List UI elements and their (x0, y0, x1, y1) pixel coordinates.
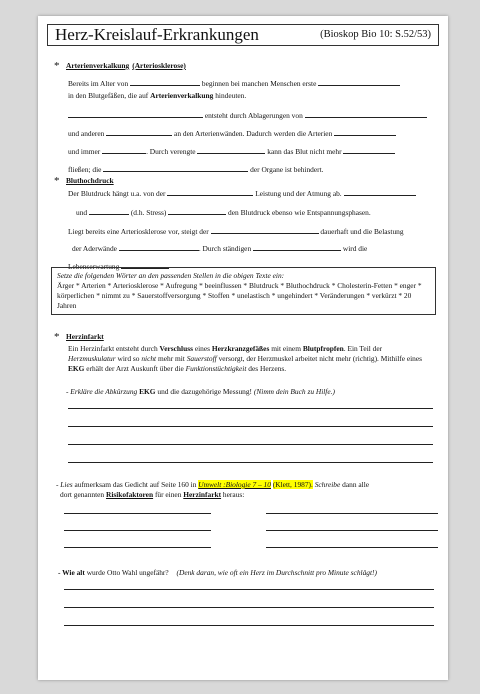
text: wurde Otto Wahl ungefähr? (86, 568, 169, 577)
word-bank-instruction: Setze die folgenden Wörter an den passenden Stellen in die obigen Texte ein: (57, 271, 285, 280)
fill-blank[interactable] (102, 146, 146, 154)
fill-blank[interactable] (334, 128, 396, 136)
herzinfarkt-paragraph (68, 344, 430, 374)
task-risikofaktoren-cont (60, 490, 244, 499)
task-ekg (66, 387, 335, 396)
heading-text: Arterienverkalkung (66, 61, 130, 70)
text: der Aderwände (72, 244, 117, 253)
text: . Durch ständigen (198, 244, 252, 253)
task-otto-wahl (58, 568, 377, 577)
answer-line[interactable] (68, 444, 433, 445)
answer-line[interactable] (64, 625, 434, 626)
book-publisher-highlight: (Klett, 1987). (272, 480, 313, 489)
text-bold: Blutpfropfen (302, 344, 344, 353)
fill-blank[interactable] (197, 146, 265, 154)
text: und anderen (68, 129, 105, 138)
text: und immer (68, 147, 101, 156)
page-content (38, 16, 448, 680)
text-bold: Verschluss (159, 344, 193, 353)
text-italic: Sauerstoff (186, 353, 217, 363)
fill-blank[interactable] (168, 207, 226, 215)
section-herzinfarkt (54, 332, 439, 341)
text-bold: Herzinfarkt (183, 490, 222, 499)
fill-blank[interactable] (68, 110, 203, 118)
text: in den Blutgefäßen, die auf (68, 91, 149, 100)
answer-line-right[interactable] (266, 547, 438, 548)
answer-line[interactable] (64, 607, 434, 608)
text-bold: Risikofaktoren (105, 490, 154, 499)
fill-blank[interactable] (318, 78, 400, 86)
text: . Ein Teil der (343, 344, 383, 353)
text-line (68, 188, 416, 198)
text: dann alle (342, 480, 370, 489)
text-line (68, 226, 404, 236)
text: beginnen bei manchen Menschen erste (201, 79, 317, 88)
text: und die dazugehörige Messung! (157, 387, 253, 396)
text-italic: Herzmuskulatur (68, 353, 116, 363)
text-bold: EKG (68, 363, 85, 373)
answer-line[interactable] (68, 462, 433, 463)
answer-line-right[interactable] (266, 530, 438, 531)
heading-subtext: (Arteriosklerose) (132, 61, 186, 70)
answer-line[interactable] (68, 426, 433, 427)
text-line (68, 164, 324, 174)
text: mehr mit (157, 353, 185, 363)
text: eines (194, 344, 210, 353)
text-line (68, 146, 395, 156)
answer-line-left[interactable] (64, 547, 211, 548)
text-italic: (Denk daran, wie oft ein Herz im Durchschnitt pro Minute schlägt!) (176, 568, 377, 577)
fill-blank[interactable] (344, 188, 416, 196)
text: dauerhaft (320, 227, 349, 236)
text: und (76, 208, 88, 217)
text: fließen; die (68, 165, 102, 174)
title-box (47, 24, 439, 46)
text: hindeuten. (215, 91, 247, 100)
text-bold: Arterienverkalkung (150, 91, 214, 100)
text-line (68, 78, 400, 88)
answer-line-left[interactable] (64, 530, 211, 531)
fill-blank[interactable] (119, 243, 199, 251)
text: Mithilfe eines (380, 353, 423, 363)
text: versorgt, der Herzmuskel arbeitet nicht mehr (richtig). (218, 353, 379, 363)
page-title: Herz-Kreislauf-Erkrankungen (55, 25, 259, 45)
fill-blank[interactable] (211, 226, 319, 234)
answer-line-right[interactable] (266, 513, 438, 514)
text: dort genannten (60, 490, 105, 499)
text-italic: nicht (141, 353, 157, 363)
fill-blank[interactable] (343, 146, 395, 154)
text-italic: Schreibe (314, 480, 341, 489)
text-line (68, 110, 427, 120)
fill-blank[interactable] (253, 243, 341, 251)
text: Leistung und der Atmung ab. (255, 189, 342, 198)
text-line (68, 207, 371, 217)
answer-line[interactable] (68, 408, 433, 409)
text-italic: Funktionstüchtigkeit (185, 363, 247, 373)
text: entsteht durch Ablagerungen von (204, 111, 303, 120)
text: wird so (117, 353, 140, 363)
text-bold: EKG (139, 387, 156, 396)
word-bank-list: Ärger * Arterien * Arteriosklerose * Aufregung * beeinflussen * Blutdruck * Bluthochdruck * Cholesterin-Fetten * enger * körperlichen * nimmt zu * Sauerstoffversorgung * Stoffen * unelastisch * ungehindert * Veränderungen * verkürzt * 20 Jahren (57, 280, 422, 310)
text: des Herzens. (248, 363, 287, 373)
text-line (68, 128, 396, 138)
text: den Blutdruck ebenso wie Entspannungsphasen. (228, 208, 371, 217)
text: an den Arterienwänden. Dadurch werden die Arterien (174, 129, 333, 138)
text: mit einem (271, 344, 301, 353)
section-heading: Herzinfarkt (66, 332, 104, 341)
section-heading (66, 61, 439, 70)
text-bold: - Wie alt (58, 568, 85, 577)
text: heraus: (222, 490, 245, 499)
text: . Durch verengte (146, 147, 196, 156)
text: Lebenserwartung (68, 262, 120, 271)
text: für einen (154, 490, 182, 499)
text: der Organe ist behindert. (250, 165, 324, 174)
text: Der Blutdruck hängt u.a. von der (68, 189, 166, 198)
fill-blank[interactable] (130, 78, 200, 86)
textbook-reference: (Bioskop Bio 10: S.52/53) (320, 29, 431, 41)
text: Ein Herzinfarkt entsteht durch (68, 344, 158, 353)
text: kann das Blut nicht mehr (267, 147, 342, 156)
fill-blank[interactable] (167, 188, 253, 196)
text-italic: (Nimm dein Buch zu Hilfe.) (253, 387, 335, 396)
text-line (68, 91, 246, 100)
fill-blank[interactable] (305, 110, 427, 118)
section-bluthochdruck (54, 176, 439, 185)
answer-line-left[interactable] (64, 513, 211, 514)
text: erhält der Arzt Auskunft über die (86, 363, 184, 373)
text: wird die (342, 244, 368, 253)
asterisk-icon: * (54, 331, 60, 343)
section-heading: Bluthochdruck (66, 176, 114, 185)
text-italic: - Lies (56, 480, 73, 489)
text: aufmerksam das Gedicht auf Seite 160 in (74, 480, 197, 489)
section-arterienverkalkung (54, 61, 439, 70)
asterisk-icon: * (54, 60, 60, 72)
text: und die Belastung (350, 227, 404, 236)
text: (d.h. Stress) (130, 208, 167, 217)
text-bold: Herzkranzgefäßes (211, 344, 270, 353)
worksheet-page (38, 16, 448, 680)
text-line (68, 243, 367, 253)
text-italic: - Erkläre die Abkürzung (66, 387, 138, 396)
book-title-highlight: Umwelt :Biologie 7 – 10 (198, 480, 271, 489)
text: Liegt bereits eine Arteriosklerose vor, steigt der (68, 227, 209, 236)
answer-line[interactable] (64, 589, 434, 590)
fill-blank[interactable] (89, 207, 129, 215)
task-risikofaktoren (56, 480, 369, 489)
asterisk-icon: * (54, 175, 60, 187)
text: Bereits im Alter von (68, 79, 129, 88)
fill-blank[interactable] (103, 164, 248, 172)
fill-blank[interactable] (106, 128, 172, 136)
word-bank-box (51, 267, 436, 315)
